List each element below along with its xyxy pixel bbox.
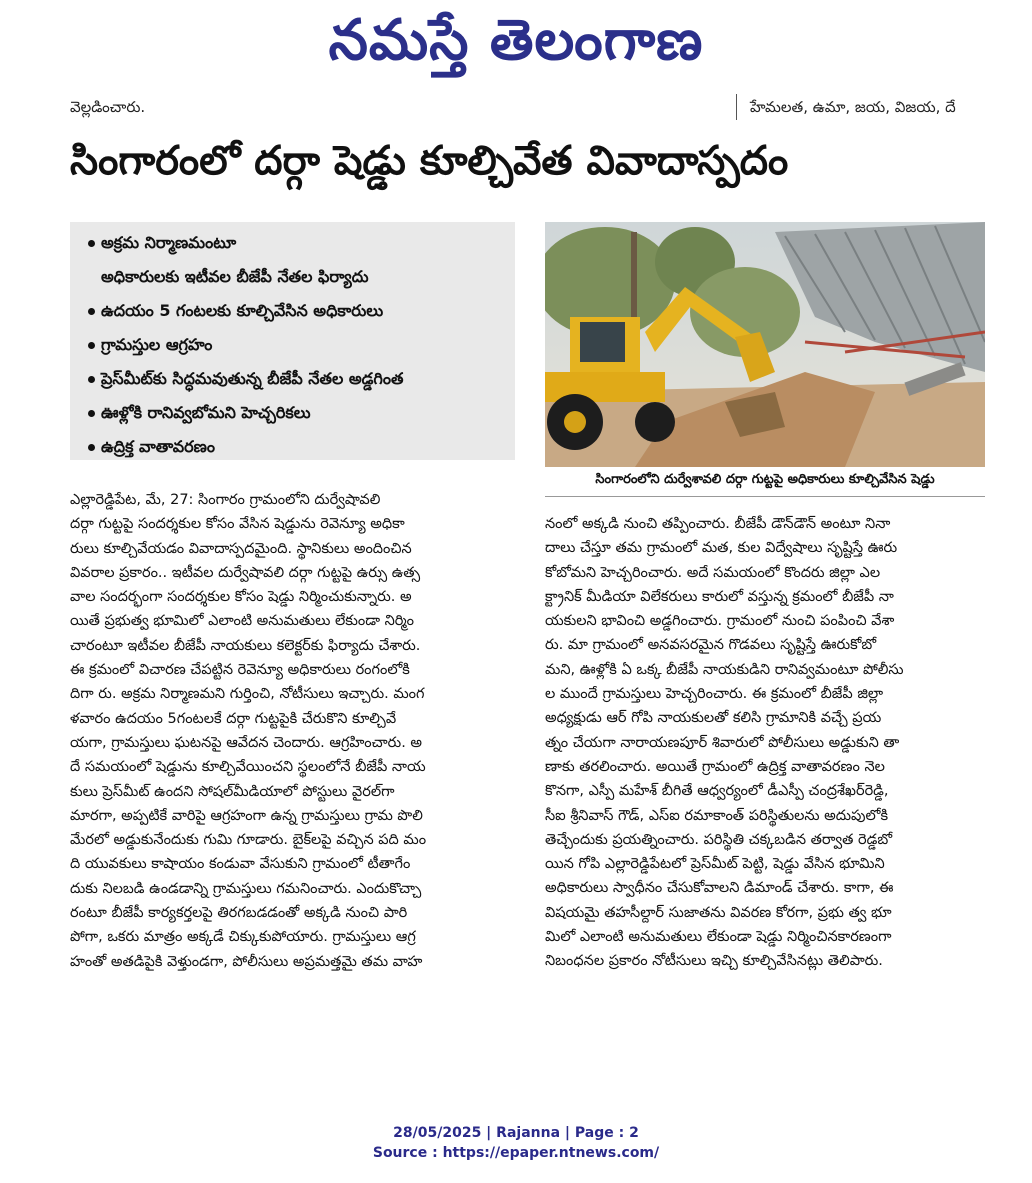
caption-divider	[545, 496, 985, 497]
article-line: ణాకు తరలించారు. అయితే గ్రామంలో ఉద్రిక్త వాతావరణం నెల	[545, 758, 885, 775]
adjacent-article-tail: హేమలత, ఉమా, జయ, విజయ, దే	[750, 98, 956, 116]
footer-date-edition: 28/05/2025 | Rajanna | Page : 2	[393, 1125, 639, 1141]
article-line: ఈ క్రమంలో విచారణ చేపట్టిన రెవెన్యూ అధికారులు రంగంలోకి	[70, 662, 410, 679]
article-line: రంటూ బీజేపీ కార్యకర్తలపై తిరగబడడంతో అక్కడి నుంచి పారి	[70, 905, 408, 922]
highlight-text: ఉద్రిక్త వాతావరణం	[101, 437, 215, 456]
article-line: తెచ్చేందుకు ప్రయత్నించారు. పరిస్థితి చక్కబడిన తర్వాత రెడ్డబో	[545, 831, 893, 848]
article-line: ళవారం ఉదయం 5గంటలకే దర్గా గుట్టపైకి చేరుకొని కూల్చివే	[70, 710, 397, 727]
article-photo	[545, 222, 985, 467]
article-line: త్నం చేయగా నారాయణపూర్ శివారులో పోలీసులు అడ్డుకుని తా	[545, 734, 900, 751]
demolition-photo	[545, 222, 985, 467]
article-line: రులు కూల్చివేయడం వివాదాస్పదమైంది. స్థానికులు అందించిన	[70, 540, 412, 557]
highlight-text: అధికారులకు ఇటీవల బీజేపీ నేతల ఫిర్యాదు	[101, 267, 369, 286]
article-line: దాలు చేస్తూ తమ గ్రామంలో మత, కుల విద్వేషాలు సృష్టిస్తే ఊరు	[545, 540, 898, 557]
bullet-icon	[88, 376, 95, 383]
article-column-1	[70, 488, 515, 974]
article-line: యకులని భావించి అడ్డగించారు. గ్రామంలో నుంచి పంపించి వేశా	[545, 613, 895, 630]
article-line: సీఐ శ్రీనివాస్ గౌడ్, ఎస్ఐ రమాకాంత్ పరిస్థితులను అదుపులోకి	[545, 807, 889, 824]
page-footer	[0, 1123, 1032, 1163]
bullet-icon	[88, 410, 95, 417]
article-line: మేరలో అడ్డుకునేందుకు గుమి గూడారు. బైక్‌లపై వచ్చిన పది మం	[70, 832, 427, 849]
bullet-icon	[88, 240, 95, 247]
column-divider	[736, 94, 737, 120]
article-line: అధికారులు స్వాధీనం చేసుకోవాలని డిమాండ్ చేశారు. కాగా, ఈ	[545, 880, 894, 897]
article-line: రు. మా గ్రామంలో అనవసరమైన గొడవలు సృష్టిస్తే ఊరుకోబో	[545, 637, 877, 654]
highlight-text: ఉదయం 5 గంటలకు కూల్చివేసిన అధికారులు	[101, 301, 384, 320]
article-line: యిన గోపి ఎల్లారెడ్డిపేటలో ప్రెస్‌మీట్ పెట్టి, షెడ్డు వేసిన భూమిని	[545, 856, 885, 873]
article-line: మిలో ఎలాంటి అనుమతులు లేకుండా షెడ్డు నిర్మించినకారణంగా	[545, 929, 892, 946]
highlight-item	[88, 226, 515, 260]
highlight-item	[88, 430, 515, 464]
highlight-text: అక్రమ నిర్మాణమంటూ	[101, 233, 237, 252]
article-line: కులు ప్రెస్‌మీట్ ఉందని సోషల్‌మీడియాలో పోస్టులు వైరల్‌గా	[70, 783, 395, 800]
highlights-list	[70, 222, 515, 464]
article-headline: సింగారంలో దర్గా షెడ్డు కూల్చివేత వివాదాస్పదం	[70, 138, 789, 184]
article-line: యగా, గ్రామస్తులు ఘటనపై ఆవేదన చెందారు. ఆగ్రహించారు. అ	[70, 734, 423, 751]
article-line: యితే ప్రభుత్వ భూమిలో ఎలాంటి అనుమతులు లేకుండా నిర్మిం	[70, 613, 414, 630]
article-line: దుకు నిలబడి ఉండడాన్ని గ్రామస్తులు గమనించారు. ఎందుకొచ్చా	[70, 880, 422, 897]
highlight-text: గ్రామస్తుల ఆగ్రహం	[101, 335, 213, 354]
article-line: ల ముందే గ్రామస్తులు హెచ్చరించారు. ఈ క్రమంలో బీజేపీ జిల్లా	[545, 686, 884, 703]
article-line: అధ్యక్షుడు ఆర్ గోపి నాయకులతో కలిసి గ్రామానికి వచ్చే ప్రయ	[545, 710, 882, 727]
article-line: నిబంధనల ప్రకారం నోటీసులు ఇచ్చి కూల్చివేసినట్లు తెలిపారు.	[545, 953, 883, 970]
article-line: దర్గా గుట్టపై సందర్శకుల కోసం వేసిన షెడ్డును రెవెన్యూ అధికా	[70, 516, 405, 533]
article-line: వివరాల ప్రకారం.. ఇటీవల దుర్వేషావలి దర్గా గుట్టపై ఉర్సు ఉత్స	[70, 564, 421, 581]
article-line: క్ట్రానిక్ మీడియా విలేకరులు కారులో వస్తున్న క్రమంలో బీజేపీ నా	[545, 588, 894, 605]
top-continuation-line	[70, 98, 1030, 124]
bullet-icon	[88, 444, 95, 451]
masthead-logo: నమస్తే తెలంగాణ	[328, 8, 704, 73]
highlight-text: ఊళ్లోకి రానివ్వబోమని హెచ్చరికలు	[101, 403, 311, 422]
article-line: పోగా, ఒకరు మాత్రం అక్కడే చిక్కుకుపోయారు. గ్రామస్తులు ఆగ్ర	[70, 929, 416, 946]
highlights-box	[70, 222, 515, 460]
highlight-item	[88, 294, 515, 328]
article-line: ఎల్లారెడ్డిపేట, మే, 27: సింగారం గ్రామంలోని దుర్వేషావలి	[70, 492, 381, 508]
highlight-item-continued	[88, 260, 515, 294]
article-line: నంలో అక్కడి నుంచి తప్పించారు. బీజేపీ డౌన్‌డౌన్ అంటూ నినా	[545, 516, 891, 532]
footer-source: Source : https://epaper.ntnews.com/	[372, 1145, 660, 1161]
article-column-2	[545, 512, 985, 974]
bullet-icon	[88, 308, 95, 315]
article-line: దిగా రు. అక్రమ నిర్మాణమని గుర్తించి, నోటీసులు ఇచ్చారు. మంగ	[70, 686, 425, 703]
article-line: దే సమయంలో షెడ్డును కూల్చివేయించని స్థలంలోనే బీజేపీ నాయ	[70, 759, 426, 776]
article-line: హంతో అతడిపైకి వెళ్తుండగా, పోలీసులు అప్రమత్తమై తమ వాహ	[70, 953, 423, 970]
photo-caption: సింగారంలోని దుర్వేశావలి దర్గా గుట్టపై అధికారులు కూల్చివేసిన షెడ్డు	[595, 472, 935, 487]
highlight-item	[88, 396, 515, 430]
article-line: కోబోమని హెచ్చరించారు. అదే సమయంలో కొందరు జిల్లా ఎల	[545, 564, 881, 581]
article-line: చారంటూ ఇటీవల బీజేపీ నాయకులు కలెక్టర్‌కు ఫిర్యాదు చేశారు.	[70, 637, 421, 654]
article-line: మారగా, అప్పటికే వారిపై ఆగ్రహంగా ఉన్న గ్రామస్తులు గ్రామ పొలి	[70, 807, 423, 824]
article-line: మని, ఊళ్లోకి ఏ ఒక్క బీజేపీ నాయకుడిని రానివ్వమంటూ పోలీసు	[545, 661, 904, 678]
article-line: కొనగా, ఎస్పీ మహేశ్ బీగితే ఆధ్వర్యంలో డీఎస్పీ చంద్రశేఖర్‌రెడ్డి,	[545, 783, 889, 800]
article-line: విషయమై తహసీల్దార్ సుజాతను వివరణ కోరగా, ప్రభు త్వ భూ	[545, 904, 892, 921]
article-line: ది యువకులు కాషాయం కండువా వేసుకుని గ్రామంలో టీతాగేం	[70, 856, 411, 873]
bullet-icon	[88, 342, 95, 349]
article-line: వాల సందర్భంగా సందర్శకుల కోసం షెడ్డు నిర్మించుకున్నారు. అ	[70, 589, 412, 606]
highlight-text: ప్రెస్‌మీట్‌కు సిద్ధమవుతున్న బీజేపీ నేతల అడ్డగింత	[101, 369, 404, 388]
highlight-item	[88, 328, 515, 362]
prev-article-tail: వెల్లడించారు.	[70, 98, 146, 116]
highlight-item	[88, 362, 515, 396]
